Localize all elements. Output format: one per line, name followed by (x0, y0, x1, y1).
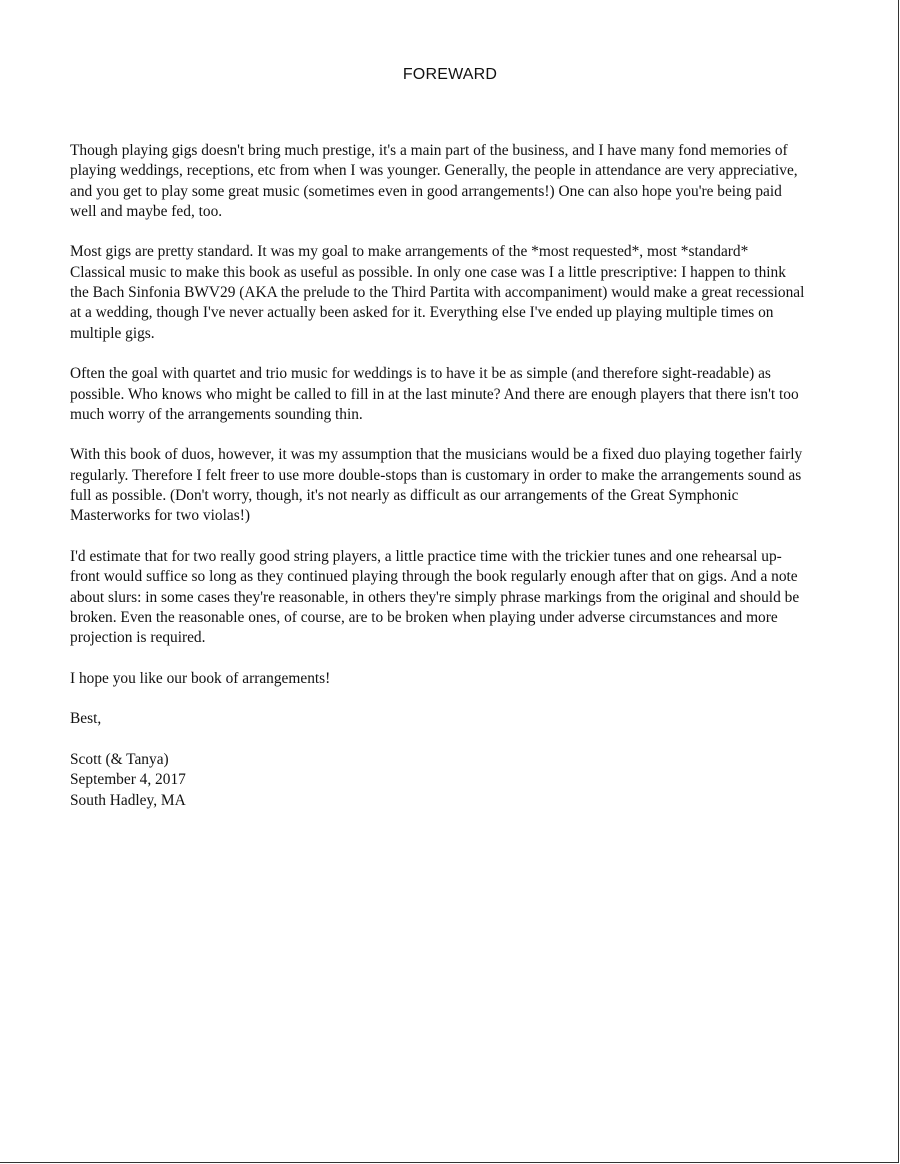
paragraph-4: With this book of duos, however, it was my assumption that the musicians would be a fixed duo playing together fairly regularly. Therefore I felt freer to use more double-stops than is customary in order to make the arrangements sound as full as possible. (Don't worry, though, it's not nearly as difficult as our arrangements of the Great Symphonic Masterworks for two violas!) (70, 446, 803, 525)
signature-date: September 4, 2017 (70, 771, 186, 789)
document-body (70, 141, 805, 811)
signature-location: South Hadley, MA (70, 791, 186, 809)
paragraph-1: Though playing gigs doesn't bring much prestige, it's a main part of the business, and I have many fond memories of playing weddings, receptions, etc from when I was younger. Generally, the people in attendance are very appreciative, and you get to play some great music (sometimes even in good arrangements!) One can also hope you're being paid well and maybe fed, too. (70, 142, 798, 220)
paragraph-2: Most gigs are pretty standard. It was my goal to make arrangements of the *most requested*, most *standard* Classical music to make this book as useful as possible. In only one case was I a little prescriptive: I happen to think the Bach Sinfonia BWV29 (AKA the prelude to the Third Partita with accompaniment) would make a great recessional at a wedding, though I've never actually been asked for it. Everything else I've ended up playing multiple times on multiple gigs. (70, 243, 805, 342)
closing: Best, (70, 710, 102, 728)
signature-name: Scott (& Tanya) (70, 750, 169, 768)
paragraph-3: Often the goal with quartet and trio music for weddings is to have it be as simple (and therefore sight-readable) as possible. Who knows who might be called to fill in at the last minute? And there are enough players that there isn't too much worry of the arrangements sounding thin. (70, 365, 799, 423)
paragraph-5: I'd estimate that for two really good string players, a little practice time with the trickier tunes and one rehearsal up-front would suffice so long as they continued playing through the book regularly enough after that on gigs. And a note about slurs: in some cases they're reasonable, in others they're simply phrase markings from the original and should be broken. Even the reasonable ones, of course, are to be broken when playing under adverse circumstances and more projection is required. (70, 547, 800, 647)
page-title: FOREWARD (402, 66, 498, 83)
paragraph-6: I hope you like our book of arrangements! (70, 669, 331, 687)
signature-block (70, 750, 805, 811)
